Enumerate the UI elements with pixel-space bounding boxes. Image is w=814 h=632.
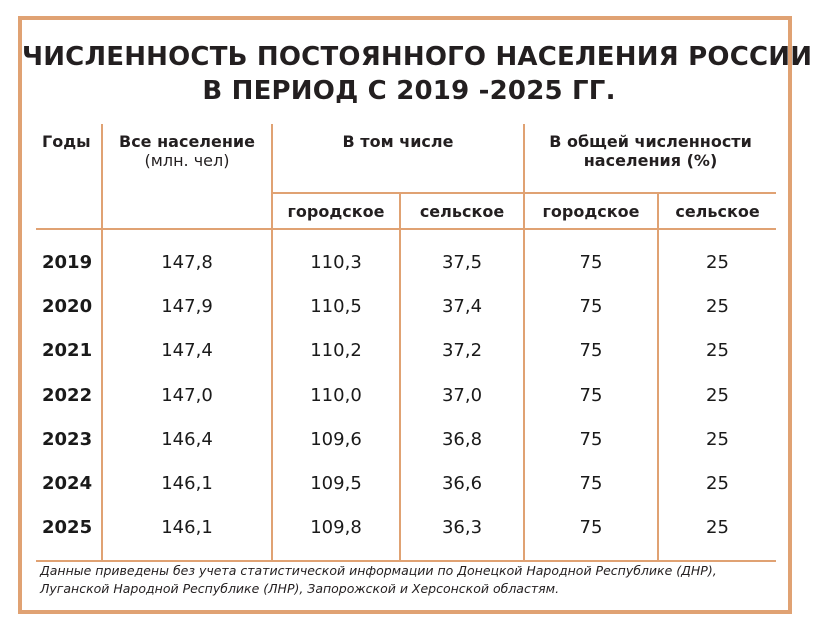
header-share bbox=[524, 124, 776, 193]
rural-cell: 36,3 bbox=[400, 506, 524, 550]
table-row bbox=[36, 329, 776, 373]
rural-cell: 36,8 bbox=[400, 417, 524, 461]
header-including: В том числе bbox=[272, 124, 524, 193]
urban-cell: 110,2 bbox=[272, 329, 400, 373]
year-cell: 2020 bbox=[42, 295, 93, 317]
urban-pct-cell: 75 bbox=[524, 284, 658, 328]
rural-pct-cell: 25 bbox=[658, 240, 776, 284]
rural-pct-cell: 25 bbox=[658, 284, 776, 328]
header-rural-pct: сельское bbox=[658, 193, 776, 229]
rural-pct-cell: 25 bbox=[658, 506, 776, 550]
urban-cell: 110,5 bbox=[272, 284, 400, 328]
year-cell: 2023 bbox=[42, 428, 93, 450]
header-urban: городское bbox=[272, 193, 400, 229]
urban-cell: 110,3 bbox=[272, 240, 400, 284]
rural-cell: 37,0 bbox=[400, 373, 524, 417]
urban-cell: 109,5 bbox=[272, 461, 400, 505]
total-cell: 146,4 bbox=[102, 417, 272, 461]
total-cell: 147,8 bbox=[102, 240, 272, 284]
year-cell: 2022 bbox=[42, 384, 93, 406]
header-share-line-1: В общей численности bbox=[549, 132, 752, 151]
table-row bbox=[36, 373, 776, 417]
title-line-1: ЧИСЛЕННОСТЬ ПОСТОЯННОГО НАСЕЛЕНИЯ РОССИИ bbox=[22, 42, 813, 72]
urban-cell: 109,6 bbox=[272, 417, 400, 461]
total-cell: 147,9 bbox=[102, 284, 272, 328]
title-line-2: В ПЕРИОД С 2019 -2025 ГГ. bbox=[202, 76, 616, 106]
page-title bbox=[22, 40, 813, 108]
urban-pct-cell: 75 bbox=[524, 373, 658, 417]
table-row bbox=[36, 417, 776, 461]
header-total-line-2: (млн. чел) bbox=[144, 151, 230, 170]
total-cell: 147,0 bbox=[102, 373, 272, 417]
population-table bbox=[36, 124, 776, 562]
table-row bbox=[36, 240, 776, 284]
header-total bbox=[102, 124, 272, 229]
header-share-line-2: населения (%) bbox=[583, 151, 718, 170]
total-cell: 146,1 bbox=[102, 461, 272, 505]
urban-pct-cell: 75 bbox=[524, 240, 658, 284]
document-frame bbox=[18, 16, 813, 614]
table-row bbox=[36, 284, 776, 328]
year-cell: 2021 bbox=[42, 340, 93, 362]
urban-cell: 110,0 bbox=[272, 373, 400, 417]
rural-pct-cell: 25 bbox=[658, 329, 776, 373]
table-row bbox=[36, 461, 776, 505]
year-cell: 2025 bbox=[42, 517, 93, 539]
year-cell: 2019 bbox=[42, 251, 93, 273]
rural-cell: 37,2 bbox=[400, 329, 524, 373]
urban-pct-cell: 75 bbox=[524, 461, 658, 505]
rural-pct-cell: 25 bbox=[658, 373, 776, 417]
header-total-line-1: Все население bbox=[119, 132, 255, 151]
rural-cell: 37,4 bbox=[400, 284, 524, 328]
rural-cell: 37,5 bbox=[400, 240, 524, 284]
urban-cell: 109,8 bbox=[272, 506, 400, 550]
year-cell: 2024 bbox=[42, 473, 93, 495]
rural-cell: 36,6 bbox=[400, 461, 524, 505]
header-years: Годы bbox=[36, 124, 102, 229]
total-cell: 146,1 bbox=[102, 506, 272, 550]
total-cell: 147,4 bbox=[102, 329, 272, 373]
urban-pct-cell: 75 bbox=[524, 506, 658, 550]
header-rural: сельское bbox=[400, 193, 524, 229]
table-row bbox=[36, 506, 776, 550]
rural-pct-cell: 25 bbox=[658, 461, 776, 505]
footnote-line-1: Данные приведены без учета статистической информации по Донецкой Народной Республике (ДНР), bbox=[40, 563, 717, 578]
rural-pct-cell: 25 bbox=[658, 417, 776, 461]
footnote-line-2: Луганской Народной Республике (ЛНР), Запорожской и Херсонской областям. bbox=[40, 581, 560, 596]
urban-pct-cell: 75 bbox=[524, 417, 658, 461]
header-urban-pct: городское bbox=[524, 193, 658, 229]
urban-pct-cell: 75 bbox=[524, 329, 658, 373]
footnote bbox=[40, 562, 780, 598]
